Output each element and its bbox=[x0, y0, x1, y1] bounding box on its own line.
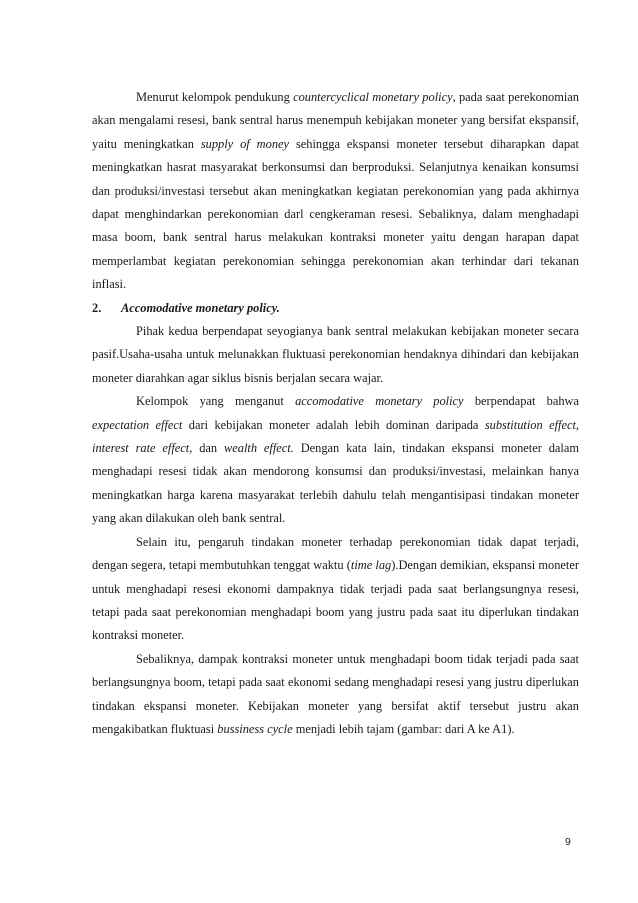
term-time-lag: time lag bbox=[350, 558, 392, 573]
term-expectation-effect: expectation effect bbox=[92, 417, 183, 432]
term-bussiness-cycle: bussiness cycle bbox=[217, 721, 293, 736]
paragraph-time-lag bbox=[92, 531, 579, 648]
text-run: Kelompok yang menganut bbox=[136, 394, 296, 409]
text-run: Sebaliknya, dampak kontraksi moneter untuk menghadapi boom tidak terjadi pada saat berlangsungnya boom, tetapi pada saat ekonomi sedang menghadapi resesi yang justru diperlukan tindakan ekspansi moneter. Kebijakan moneter yang bersifat aktif tersebut justru akan mengakibatkan fluktuasi bbox=[92, 651, 579, 736]
paragraph-contraction bbox=[92, 648, 579, 742]
text-run: menjadi lebih tajam (gambar: dari A ke A1). bbox=[292, 721, 515, 736]
section-title: Accomodative monetary policy. bbox=[121, 300, 280, 315]
section-number: 2. bbox=[92, 300, 102, 315]
paragraph-passive-policy: Pihak kedua berpendapat seyogianya bank sentral melakukan kebijakan moneter secara pasif.Usaha-usaha untuk melunakkan fluktuasi perekonomian hendaknya dihindari dan kebijakan moneter diarahkan agar siklus bisnis berjalan secara wajar. bbox=[92, 324, 579, 385]
section-heading bbox=[92, 297, 579, 320]
text-run: Selain itu, pengaruh tindakan moneter terhadap perekonomian tidak dapat terjadi, dengan segera, tetapi membutuhkan tenggat waktu ( bbox=[92, 534, 579, 573]
text-run: sehingga ekspansi moneter tersebut diharapkan dapat meningkatkan hasrat masyarakat berkonsumsi dan berproduksi. Selanjutnya kenaikan konsumsi dan produksi/investasi tersebut akan meningkatkan kegiatan perekonomian yang pada akhirnya dapat menghindarkan perekonomian darl cengkeraman resesi. Sebaliknya, dalam menghadapi masa boom, bank sentral harus melakukan kontraksi moneter yaitu dengan harapan dapat memperlambat kegiatan perekonomian sehingga perekonomian akan terhindar dari tekanan inflasi. bbox=[92, 136, 579, 292]
term-supply-of-money: supply of money bbox=[200, 136, 290, 151]
body-text bbox=[92, 86, 579, 741]
text-run: dan bbox=[192, 441, 224, 456]
term-accomodative-monetary-policy: accomodative monetary policy bbox=[295, 394, 464, 409]
text-run: berpendapat bahwa bbox=[463, 394, 580, 409]
text-run: Menurut kelompok pendukung bbox=[136, 90, 294, 104]
term-substitution-interest-rate-effect: substitution effect, interest rate effect, bbox=[92, 417, 579, 456]
text-run: Dengan kata lain, tindakan ekspansi moneter dalam menghadapi resesi tidak akan mendorong konsumsi dan produksi/investasi, melainkan hanya meningkatkan harga karena masyarakat terlebih dahulu telah mengantisipasi tindakan moneter yang akan dilakukan oleh bank sentral. bbox=[92, 441, 579, 526]
paragraph-accomodative bbox=[92, 390, 579, 530]
term-countercyclical-monetary-policy: countercyclical monetary policy bbox=[293, 90, 453, 104]
text-run: ).Dengan demikian, ekspansi moneter untuk menghadapi resesi ekonomi dampaknya tidak terjadi pada saat berlangsungnya resesi, tetapi pada saat perekonomian menghadapi boom yang justru pada saat itu diperlukan tindakan kontraksi moneter. bbox=[92, 558, 579, 643]
text-run: , pada saat perekonomian akan mengalami resesi, bank sentral harus menempuh kebijakan moneter yang bersifat ekspansif, yaitu meningkatkan bbox=[92, 90, 580, 151]
paragraph-countercyclical bbox=[92, 86, 579, 297]
text-run: dari kebijakan moneter adalah lebih dominan daripada bbox=[182, 417, 485, 432]
term-wealth-effect: wealth effect. bbox=[223, 441, 294, 456]
page-number: 9 bbox=[565, 836, 571, 848]
